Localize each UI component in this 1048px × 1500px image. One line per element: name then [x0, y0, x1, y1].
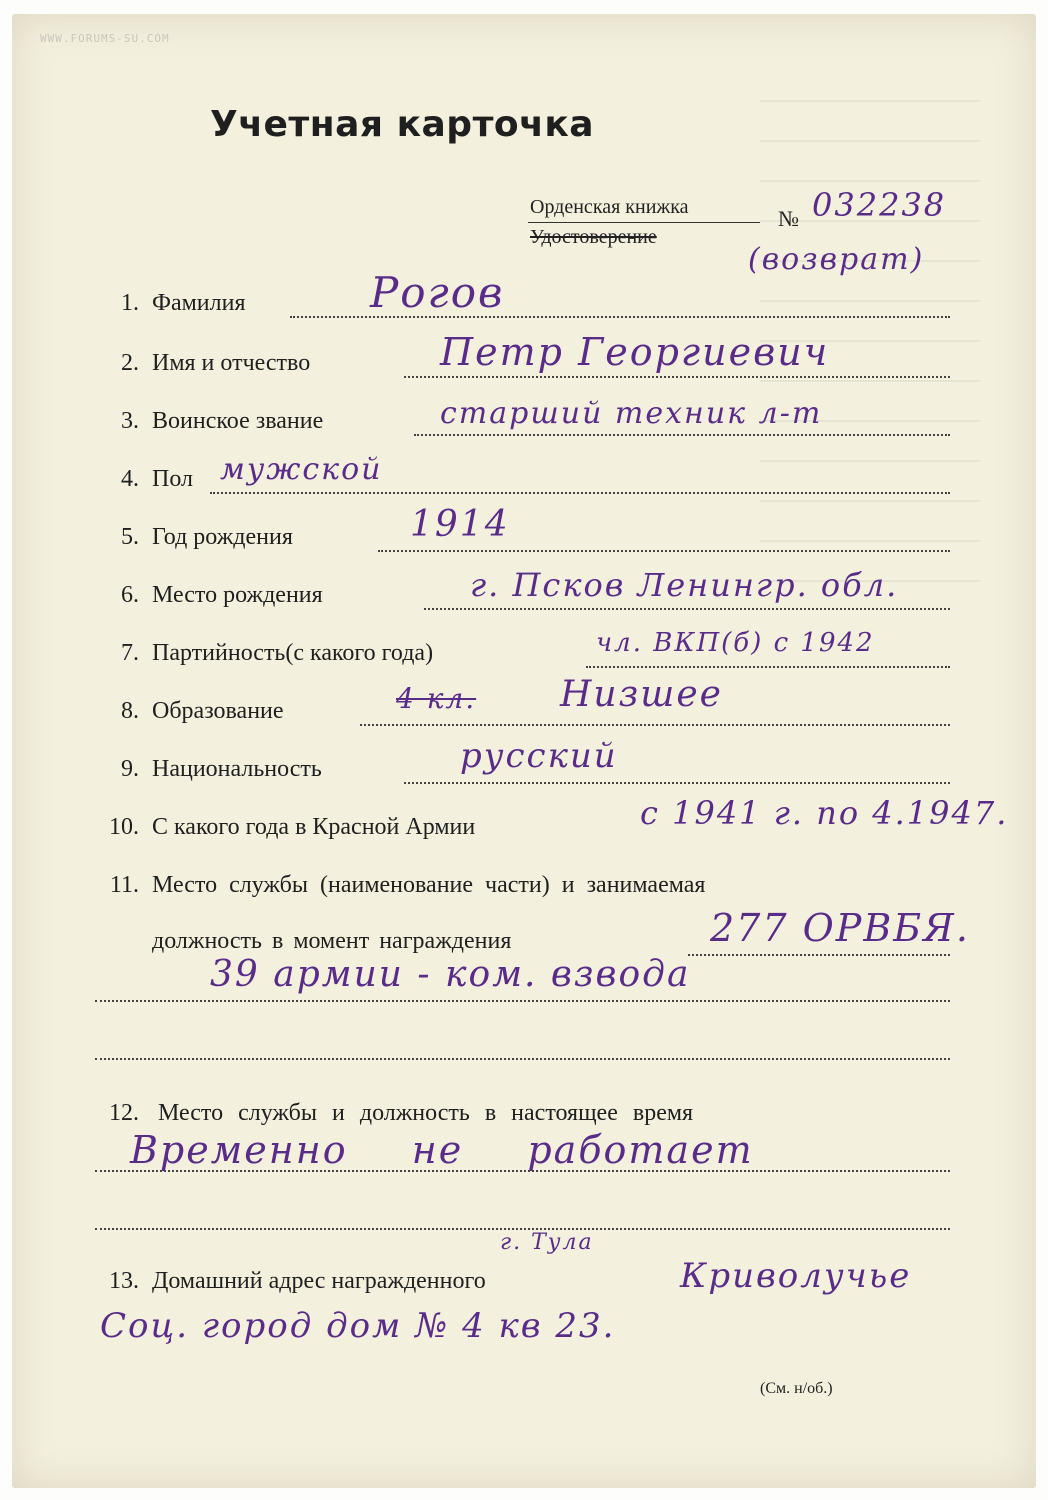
field-number: 10.: [109, 814, 139, 840]
field-label-address: Домашний адрес награжденного: [152, 1268, 486, 1294]
field-value-army-since: с 1941 г. по 4.1947.: [640, 794, 1009, 832]
field-label-education: Образование: [152, 698, 284, 724]
field-number: 4.: [121, 466, 139, 492]
field-value-education-struck: 4 кл.: [396, 682, 477, 715]
field-value-nationality: русский: [460, 736, 618, 776]
order-book-label: Орденская книжка: [530, 196, 689, 218]
field-label-current-service: Место службы и должность в настоящее время: [158, 1100, 694, 1126]
field-value-sex: мужской: [220, 452, 383, 487]
field-line: [424, 608, 950, 610]
certificate-label: Удостоверение: [530, 226, 657, 248]
card-title: Учетная карточка: [210, 104, 595, 145]
field-line: [404, 782, 950, 784]
field-value-address-line2: Соц. город дом № 4 кв 23.: [100, 1306, 616, 1346]
field-number: 6.: [121, 582, 139, 608]
field-label-birthplace: Место рождения: [152, 582, 323, 608]
field-line: [95, 1000, 950, 1002]
field-label-surname: Фамилия: [152, 290, 246, 316]
field-label-sex: Пол: [152, 466, 193, 492]
field-line: [586, 666, 950, 668]
field-number: 5.: [121, 524, 139, 550]
document-number-note: (возврат): [748, 242, 925, 277]
field-line: [414, 434, 950, 436]
field-label-service-place: Место службы (наименование части) и занимаемая: [152, 872, 706, 898]
field-line: [378, 550, 950, 552]
field-value-birth-year: 1914: [410, 504, 510, 545]
watermark: WWW.FORUMS-SU.COM: [40, 32, 170, 45]
field-number: 12.: [109, 1100, 139, 1126]
field-label-nationality: Национальность: [152, 756, 322, 782]
field-value-education: Низшее: [560, 674, 723, 715]
field-value-position: 39 армии - ком. взвода: [210, 954, 691, 995]
field-value-party: чл. ВКП(б) с 1942: [596, 628, 875, 658]
field-label-birth-year: Год рождения: [152, 524, 293, 550]
type-divider: [528, 222, 760, 223]
field-number: 2.: [121, 350, 139, 376]
field-value-name: Петр Георгиевич: [440, 330, 830, 374]
number-sign: №: [778, 206, 799, 231]
field-value-address: Криволучье: [680, 1256, 912, 1296]
field-value-rank: старший техник л-т: [440, 396, 823, 431]
field-line: [688, 954, 950, 956]
field-value-city: г. Тула: [500, 1230, 594, 1255]
field-line: [95, 1058, 950, 1060]
field-label-name: Имя и отчество: [152, 350, 311, 376]
field-label-army-since: С какого года в Красной Армии: [152, 814, 476, 840]
see-reverse-note: (См. н/об.): [760, 1380, 833, 1397]
field-number: 13.: [109, 1268, 139, 1294]
field-label-service-position: должность в момент награждения: [152, 928, 512, 954]
field-value-current-service: Временно не работает: [130, 1128, 754, 1172]
field-line: [404, 376, 950, 378]
field-number: 9.: [121, 756, 139, 782]
field-line: [360, 724, 950, 726]
field-label-party: Партийность(с какого года): [152, 640, 434, 666]
field-number: 8.: [121, 698, 139, 724]
field-value-surname: Рогов: [370, 268, 505, 317]
field-value-birthplace: г. Псков Ленингр. обл.: [470, 566, 899, 604]
field-line: [210, 492, 950, 494]
field-number: 11.: [109, 872, 139, 898]
field-number: 1.: [121, 290, 139, 316]
field-value-unit: 277 ОРВБЯ.: [710, 906, 970, 950]
field-number: 7.: [121, 640, 139, 666]
field-label-rank: Воинское звание: [152, 408, 324, 434]
document-number: 032238: [812, 186, 947, 224]
field-number: 3.: [121, 408, 139, 434]
